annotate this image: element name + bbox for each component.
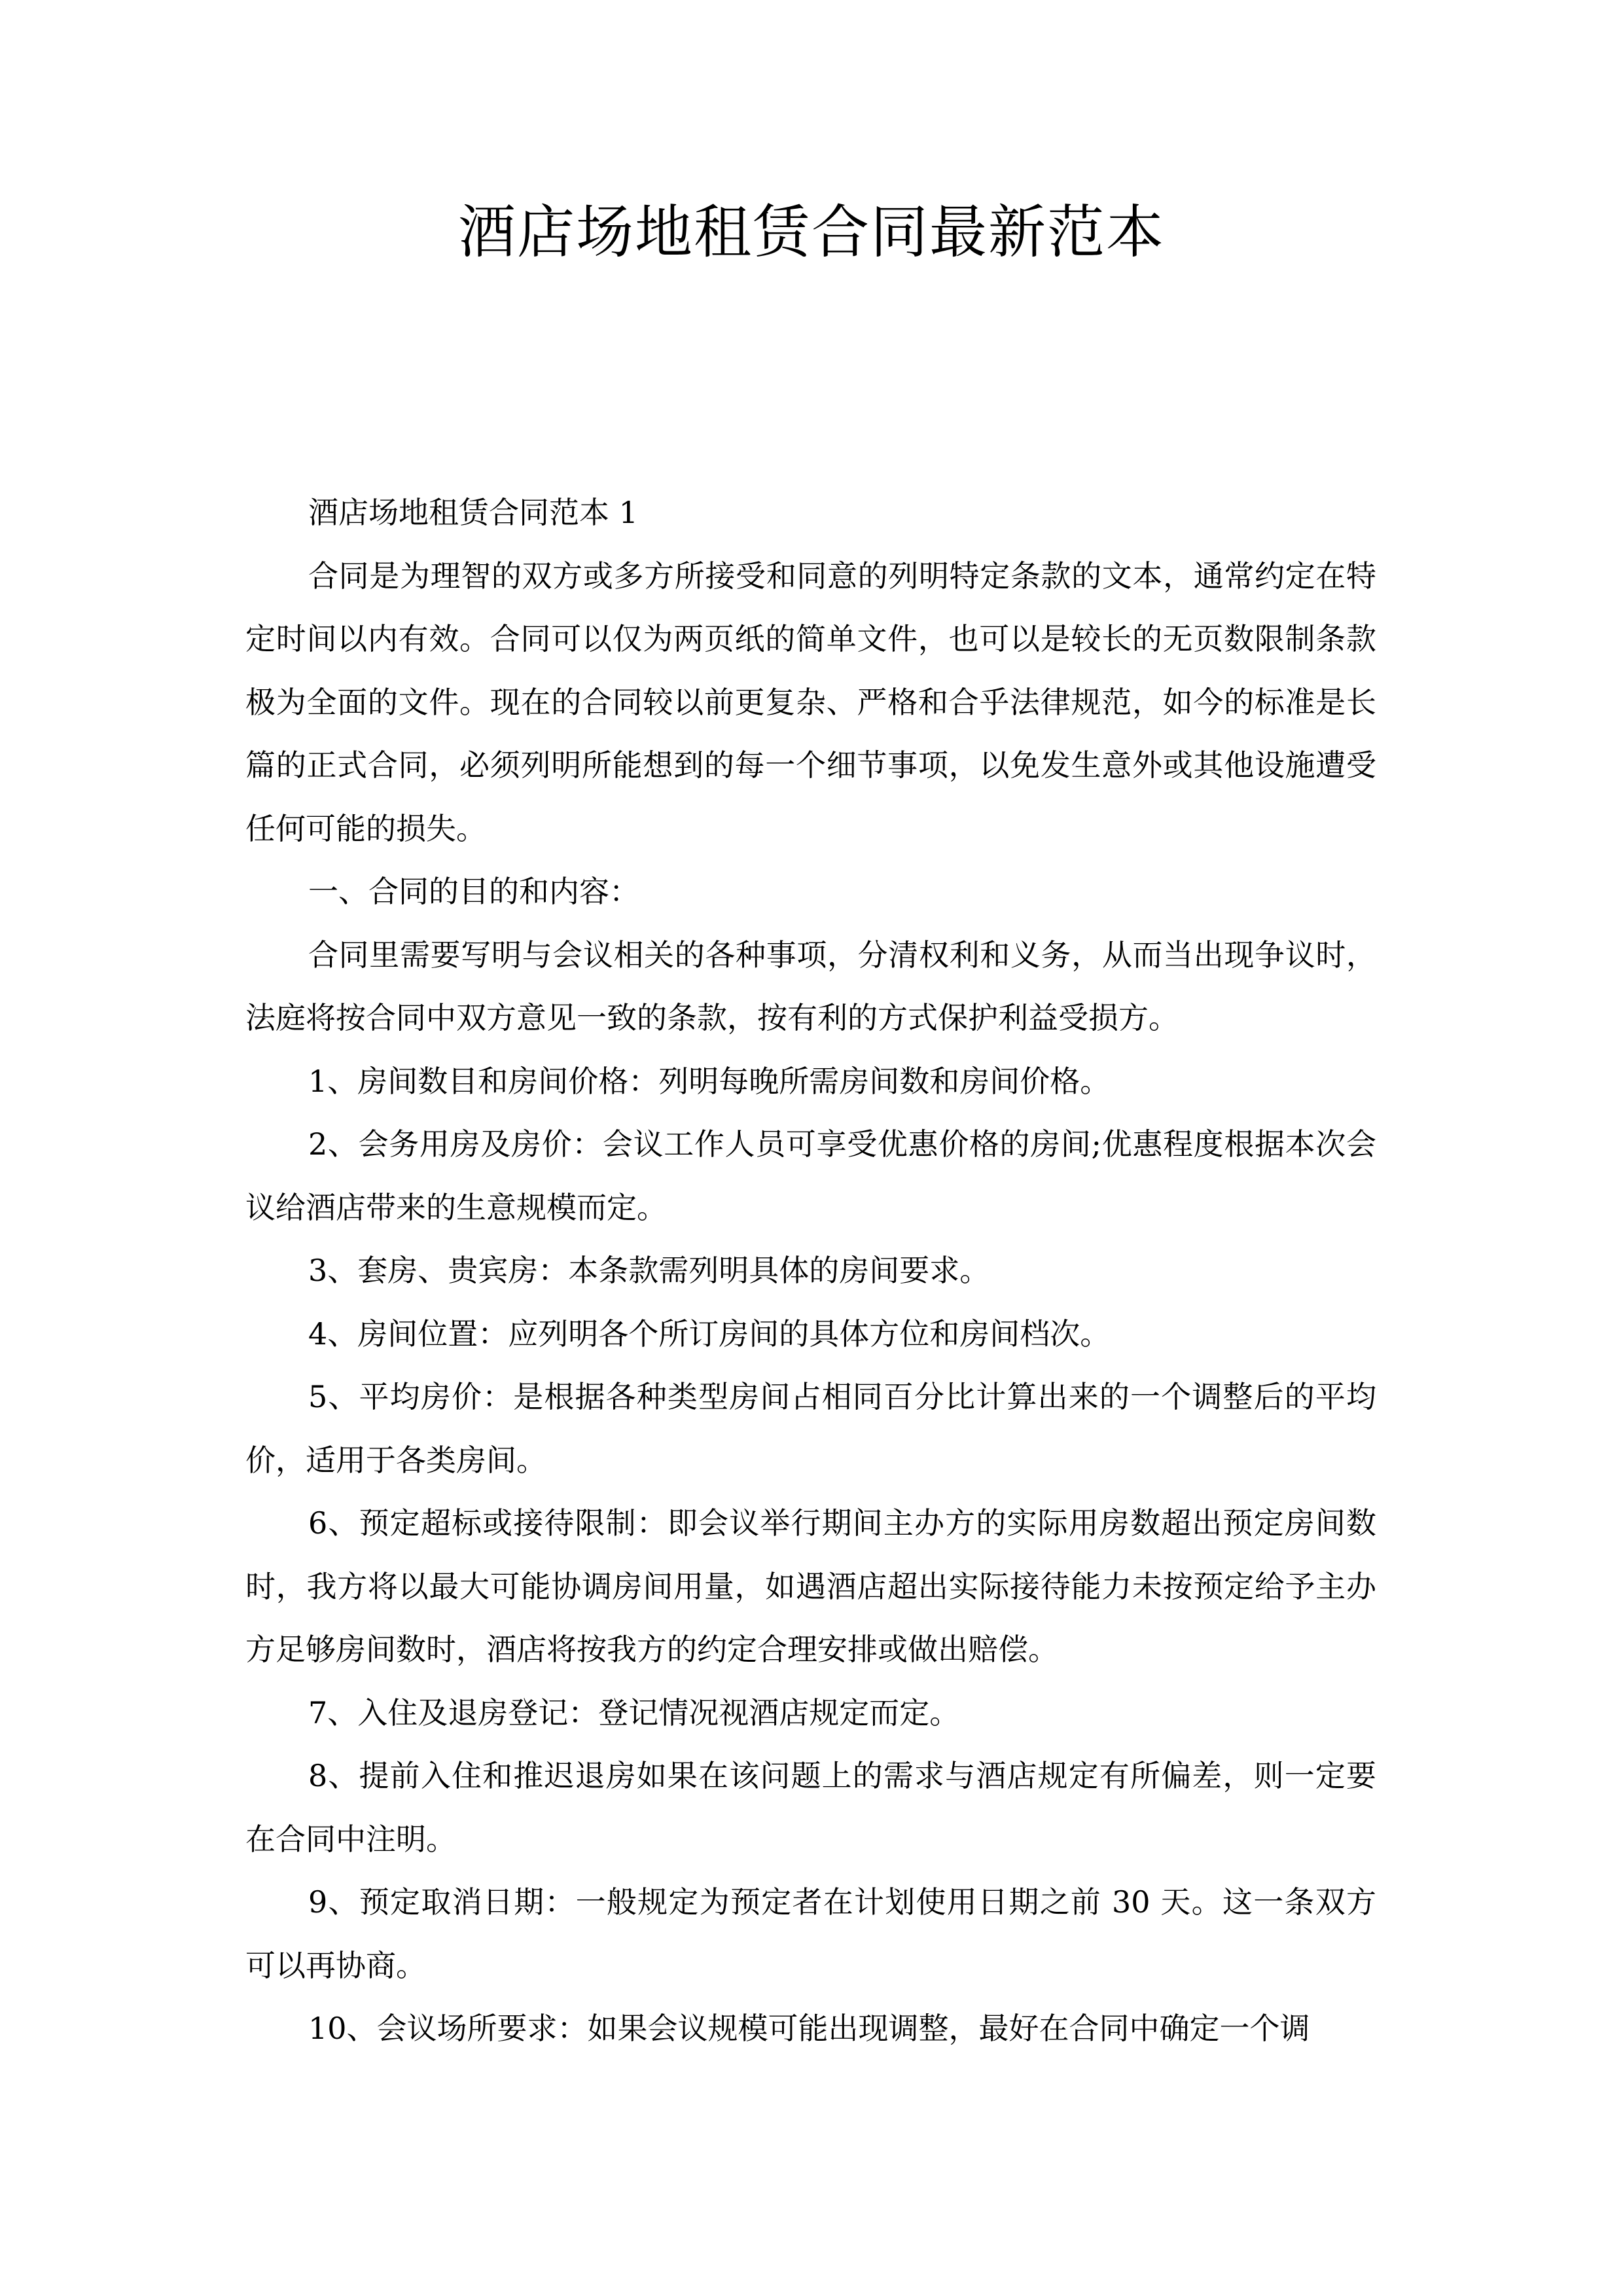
clause-10: 10、会议场所要求：如果会议规模可能出现调整，最好在合同中确定一个调 xyxy=(308,2011,1310,2046)
clause-9: 9、预定取消日期：一般规定为预定者在计划使用日期之前 30 天。这一条双方可以再协商。 xyxy=(245,1884,1376,1983)
clause-1: 1、房间数目和房间价格：列明每晚所需房间数和房间价格。 xyxy=(308,1063,1111,1099)
clause-4: 4、房间位置：应列明各个所订房间的具体方位和房间档次。 xyxy=(308,1316,1111,1352)
clause-7: 7、入住及退房登记：登记情况视酒店规定而定。 xyxy=(308,1695,960,1731)
section-heading: 酒店场地租赁合同范本 1 xyxy=(308,495,638,530)
purpose-paragraph: 合同里需要写明与会议相关的各种事项，分清权利和义务，从而当出现争议时，法庭将按合同中双方意见一致的条款，按有利的方式保护利益受损方。 xyxy=(245,937,1376,1035)
clause-5: 5、平均房价：是根据各种类型房间占相同百分比计算出来的一个调整后的平均价，适用于各类房间。 xyxy=(245,1379,1376,1478)
document-title: 酒店场地租赁合同最新范本 xyxy=(457,198,1165,266)
clause-3: 3、套房、贵宾房：本条款需列明具体的房间要求。 xyxy=(308,1253,990,1288)
clause-6: 6、预定超标或接待限制：即会议举行期间主办方的实际用房数超出预定房间数时，我方将以最大可能协调房间用量，如遇酒店超出实际接待能力未按预定给予主办方足够房间数时，酒店将按我方的约定合理安排或做出赔偿。 xyxy=(245,1505,1376,1667)
document-body xyxy=(245,481,1376,2060)
clause-8: 8、提前入住和推迟退房如果在该问题上的需求与酒店规定有所偏差，则一定要在合同中注明。 xyxy=(245,1758,1376,1857)
clause-2: 2、会务用房及房价：会议工作人员可享受优惠价格的房间;优惠程度根据本次会议给酒店带来的生意规模而定。 xyxy=(245,1126,1376,1225)
intro-paragraph: 合同是为理智的双方或多方所接受和同意的列明特定条款的文本，通常约定在特定时间以内有效。合同可以仅为两页纸的简单文件，也可以是较长的无页数限制条款极为全面的文件。现在的合同较以前更复杂、严格和合乎法律规范，如今的标准是长篇的正式合同，必须列明所能想到的每一个细节事项，以免发生意外或其他设施遭受任何可能的损失。 xyxy=(245,558,1376,846)
section-heading-purpose: 一、合同的目的和内容： xyxy=(308,874,639,909)
